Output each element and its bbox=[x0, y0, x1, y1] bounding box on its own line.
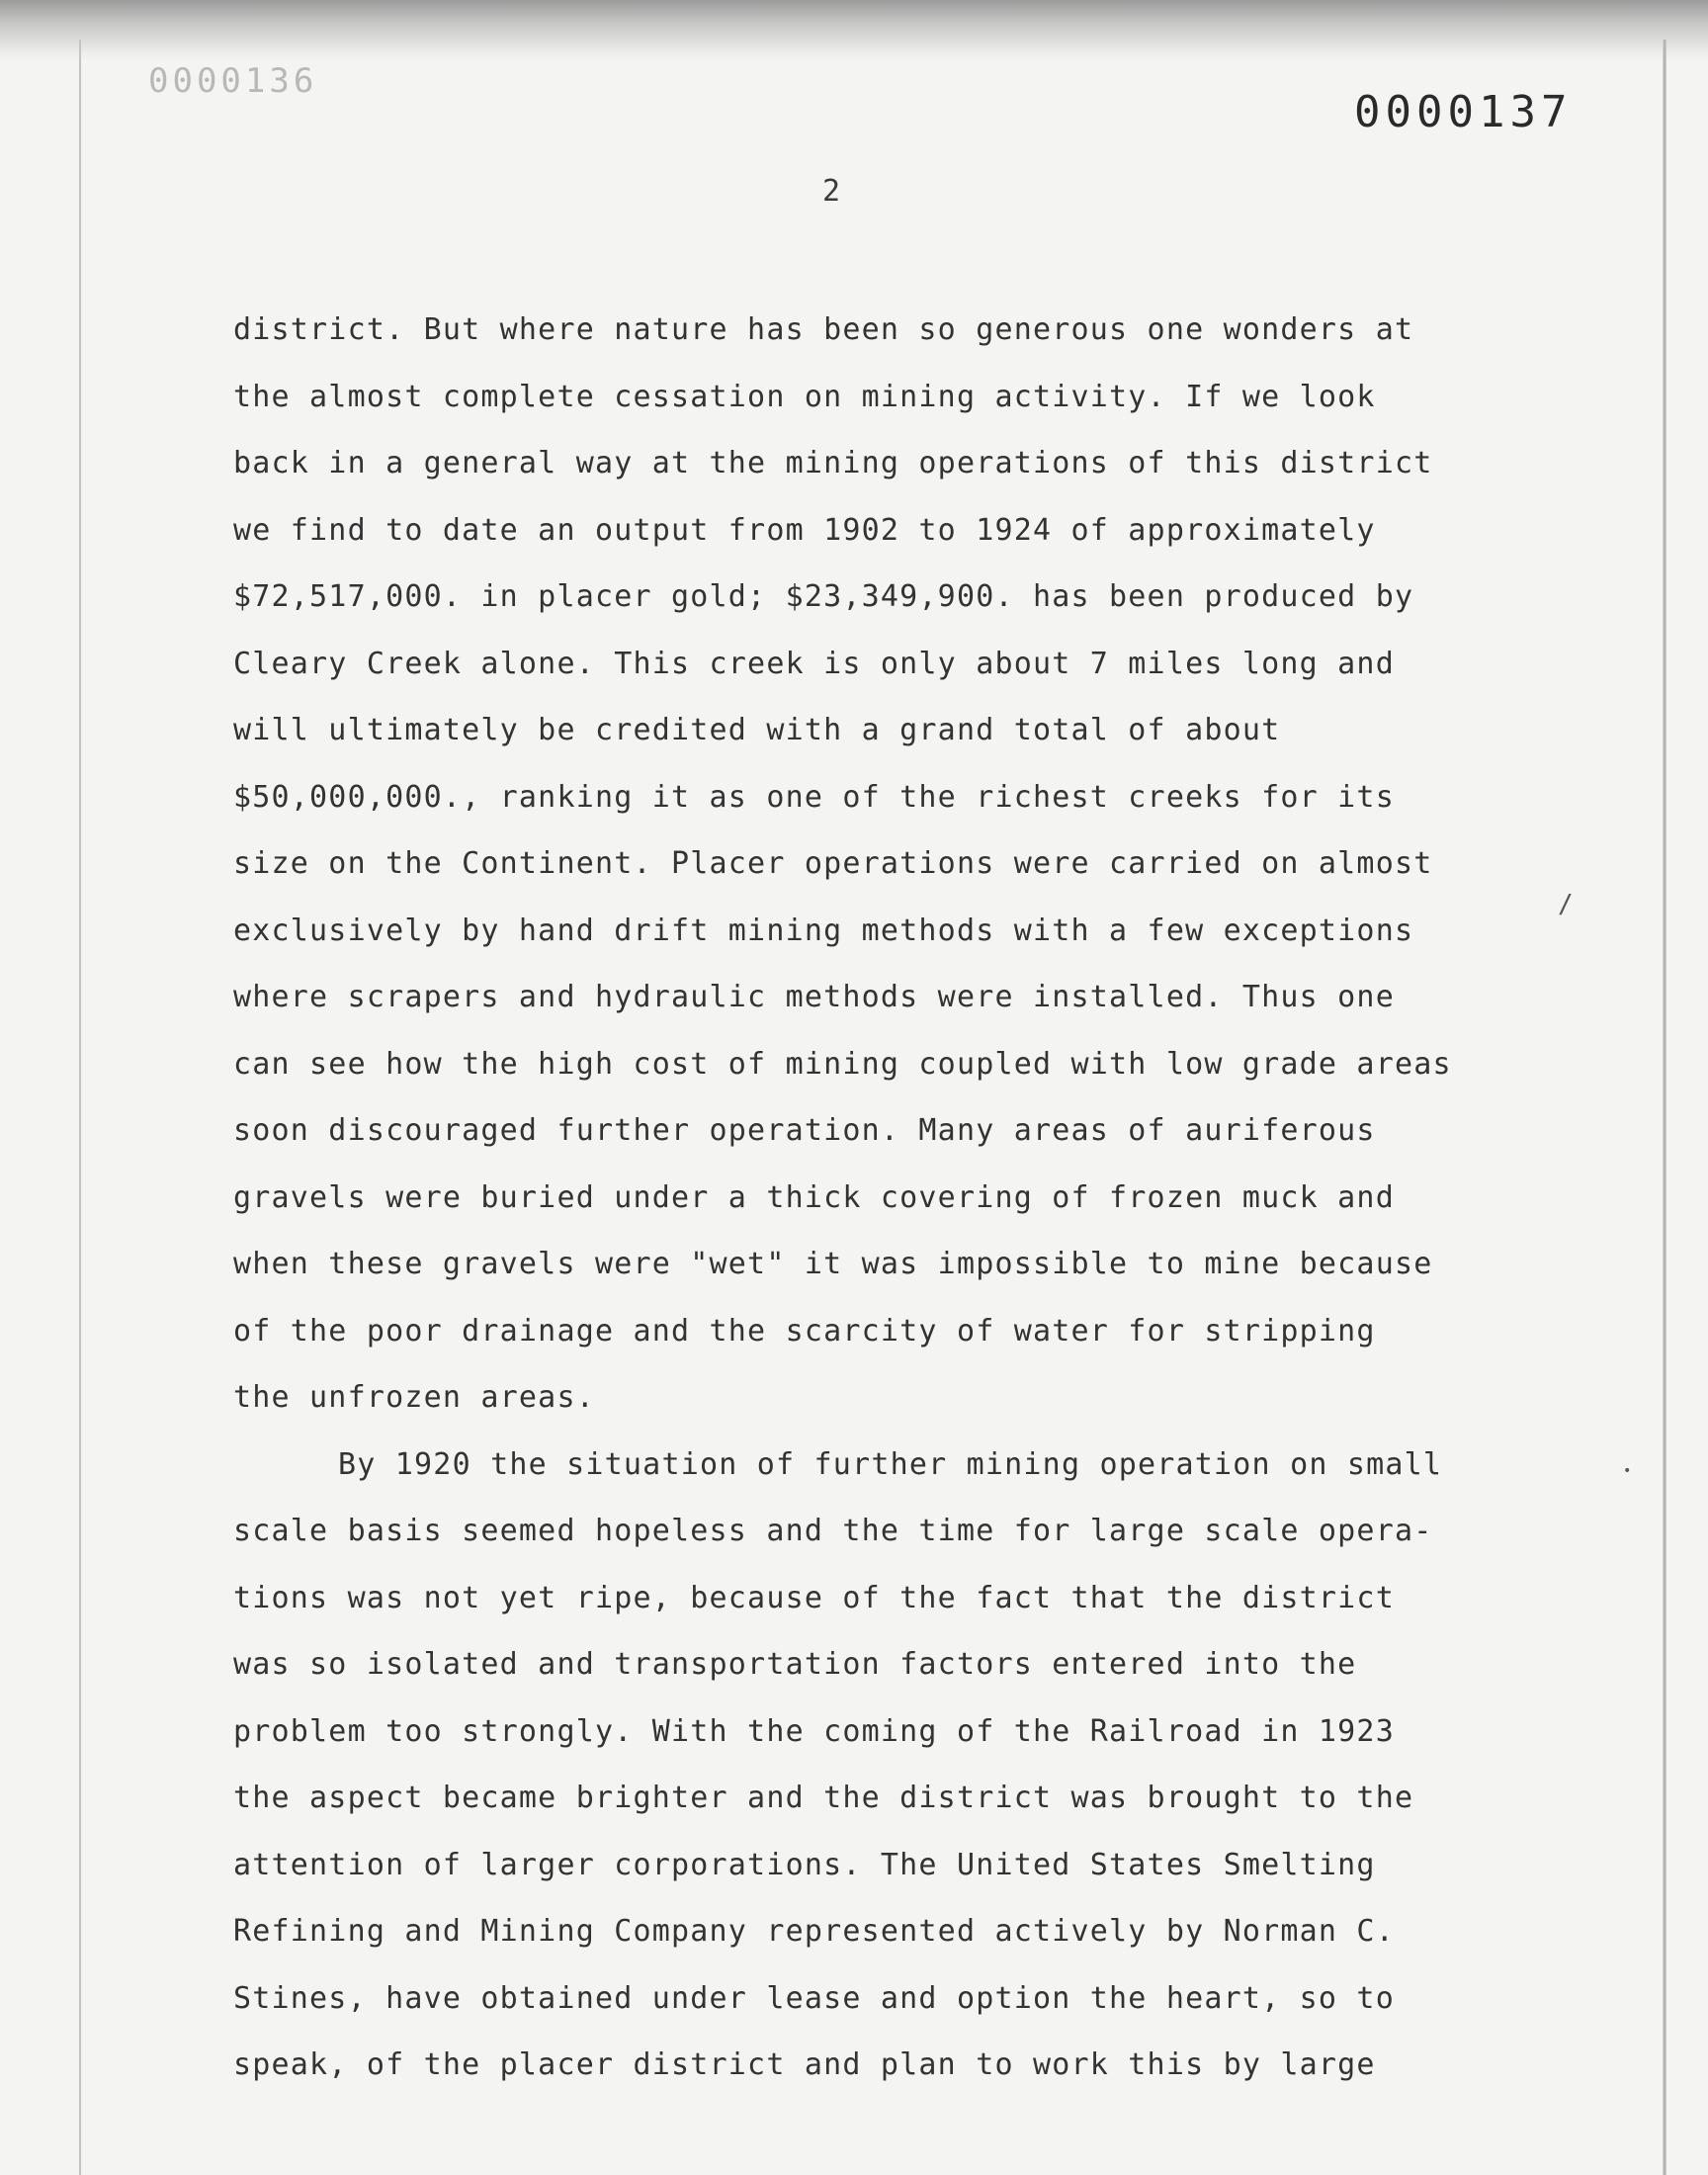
text-line: $72,517,000. in placer gold; $23,349,900. has been produced by bbox=[233, 579, 1414, 614]
text-line: soon discouraged further operation. Many areas of auriferous bbox=[233, 1113, 1376, 1148]
text-line: problem too strongly. With the coming of the Railroad in 1923 bbox=[233, 1713, 1395, 1749]
text-line: tions was not yet ripe, because of the fact that the district bbox=[233, 1580, 1395, 1615]
document-number: 0000137 bbox=[1354, 87, 1573, 137]
stray-dot-mark: • bbox=[1623, 1463, 1632, 1479]
text-line: was so isolated and transportation factors entered into the bbox=[233, 1647, 1357, 1682]
text-line: when these gravels were "wet" it was impossible to mine because bbox=[233, 1247, 1433, 1281]
text-line: back in a general way at the mining operations of this district bbox=[233, 446, 1433, 480]
text-line: Refining and Mining Company represented actively by Norman C. bbox=[233, 1914, 1395, 1949]
text-line: attention of larger corporations. The United States Smelting bbox=[233, 1847, 1376, 1882]
scan-right-edge bbox=[1663, 40, 1666, 2175]
text-line: speak, of the placer district and plan to work this by large bbox=[233, 2047, 1376, 2082]
text-line: gravels were buried under a thick covering of frozen muck and bbox=[233, 1179, 1395, 1215]
scan-left-edge bbox=[79, 40, 81, 2175]
text-line: exclusively by hand drift mining methods with a few exceptions bbox=[233, 913, 1414, 948]
text-line: district. But where nature has been so generous one wonders at bbox=[233, 312, 1414, 347]
bleed-through-number: 0000136 bbox=[148, 61, 318, 101]
text-line: will ultimately be credited with a grand total of about bbox=[233, 713, 1281, 747]
text-line: the unfrozen areas. bbox=[233, 1380, 595, 1415]
paragraph-start-line: By 1920 the situation of further mining operation on small bbox=[338, 1446, 1443, 1482]
text-line: of the poor drainage and the scarcity of water for stripping bbox=[233, 1313, 1376, 1348]
text-line: we find to date an output from 1902 to 1924 of approximately bbox=[233, 512, 1376, 548]
text-line: Cleary Creek alone. This creek is only about 7 miles long and bbox=[233, 646, 1395, 681]
text-line: can see how the high cost of mining coupled with low grade areas bbox=[233, 1046, 1452, 1082]
stray-pen-mark: / bbox=[1558, 890, 1574, 919]
text-line: size on the Continent. Placer operations were carried on almost bbox=[233, 846, 1433, 881]
text-line: $50,000,000., ranking it as one of the richest creeks for its bbox=[233, 779, 1395, 815]
text-line: where scrapers and hydraulic methods were installed. Thus one bbox=[233, 980, 1395, 1014]
text-line: the aspect became brighter and the district was brought to the bbox=[233, 1781, 1414, 1815]
page-number: 2 bbox=[822, 174, 841, 209]
text-line: scale basis seemed hopeless and the time for large scale opera- bbox=[233, 1514, 1433, 1548]
text-line: Stines, have obtained under lease and option the heart, so to bbox=[233, 1980, 1395, 2016]
typed-body-text bbox=[233, 297, 1518, 2099]
text-line: the almost complete cessation on mining activity. If we look bbox=[233, 379, 1376, 414]
scan-top-shadow bbox=[0, 0, 1708, 61]
